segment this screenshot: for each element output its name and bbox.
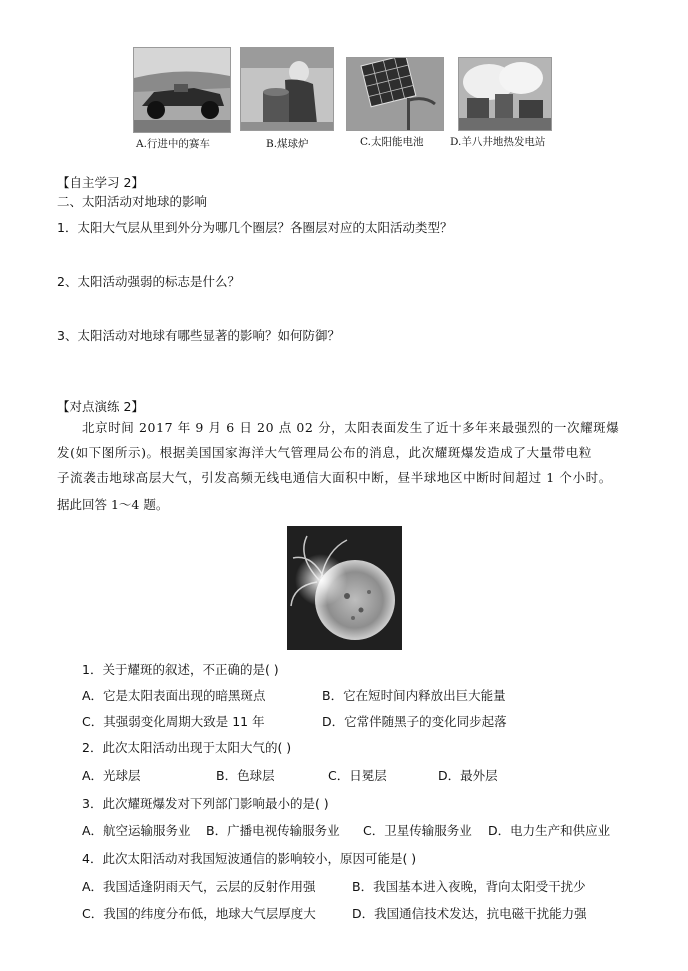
passage-line-3: 子流袭击地球高层大气，引发高频无线电通信大面积中断，昼半球地区中断时间超过 1 个小时。 <box>57 470 612 485</box>
q4-option-d: D．我国通信技术发达，抗电磁干扰能力强 <box>352 906 587 921</box>
study-question-1: 1．太阳大气层从里到外分为哪几个圈层？各圈层对应的太阳活动类型？ <box>57 220 453 235</box>
geothermal-plant-photo <box>458 57 552 131</box>
self-study-heading: 【自主学习 2】 <box>57 175 144 190</box>
solar-flare-photo <box>287 526 402 650</box>
q4-option-a: A．我国适逢阴雨天气，云层的反射作用强 <box>82 879 316 894</box>
caption-b: B.煤球炉 <box>266 138 309 150</box>
q1-option-d: D．它常伴随黑子的变化同步起落 <box>322 714 507 729</box>
coal-stove-photo <box>240 47 334 131</box>
practice-heading: 【对点演练 2】 <box>57 399 144 414</box>
q4-option-b: B．我国基本进入夜晚，背向太阳受干扰少 <box>352 879 586 894</box>
passage-line-4: 据此回答 1～4 题。 <box>57 497 169 512</box>
q2-option-b: B．色球层 <box>216 768 275 783</box>
q2-option-d: D．最外层 <box>438 768 498 783</box>
q3-option-b: B．广播电视传输服务业 <box>206 823 340 838</box>
race-car-photo <box>133 47 231 133</box>
passage-line-2: 发(如下图所示)。根据美国国家海洋大气管理局公布的消息，此次耀斑爆发造成了大量带电粒 <box>57 445 592 460</box>
q2-option-a: A．光球层 <box>82 768 141 783</box>
q2-option-c: C．日冕层 <box>328 768 387 783</box>
q3-option-c: C．卫星传输服务业 <box>363 823 472 838</box>
q4-stem: 4．此次太阳活动对我国短波通信的影响较小，原因可能是( ) <box>82 851 417 866</box>
q3-stem: 3．此次耀斑爆发对下列部门影响最小的是( ) <box>82 796 329 811</box>
study-question-3: 3、太阳活动对地球有哪些显著的影响？如何防御？ <box>57 328 340 343</box>
q3-option-d: D．电力生产和供应业 <box>488 823 611 838</box>
section-title: 二、太阳活动对地球的影响 <box>57 194 208 209</box>
q3-option-a: A．航空运输服务业 <box>82 823 191 838</box>
q2-stem: 2．此次太阳活动出现于太阳大气的( ) <box>82 740 292 755</box>
solar-panel-photo <box>346 57 444 131</box>
caption-a: A.行进中的赛车 <box>136 138 210 150</box>
caption-d: D.羊八井地热发电站 <box>450 136 546 148</box>
caption-c: C.太阳能电池 <box>360 136 424 148</box>
q1-stem: 1．关于耀斑的叙述，不正确的是( ) <box>82 662 279 677</box>
q1-option-c: C．其强弱变化周期大致是 11 年 <box>82 714 265 729</box>
q1-option-b: B．它在短时间内释放出巨大能量 <box>322 688 506 703</box>
passage-line-1: 北京时间 2017 年 9 月 6 日 20 点 02 分，太阳表面发生了近十多年来最强烈的一次耀斑爆 <box>82 420 620 435</box>
q4-option-c: C．我国的纬度分布低，地球大气层厚度大 <box>82 906 316 921</box>
q1-option-a: A．它是太阳表面出现的暗黑斑点 <box>82 688 266 703</box>
study-question-2: 2、太阳活动强弱的标志是什么？ <box>57 274 240 289</box>
